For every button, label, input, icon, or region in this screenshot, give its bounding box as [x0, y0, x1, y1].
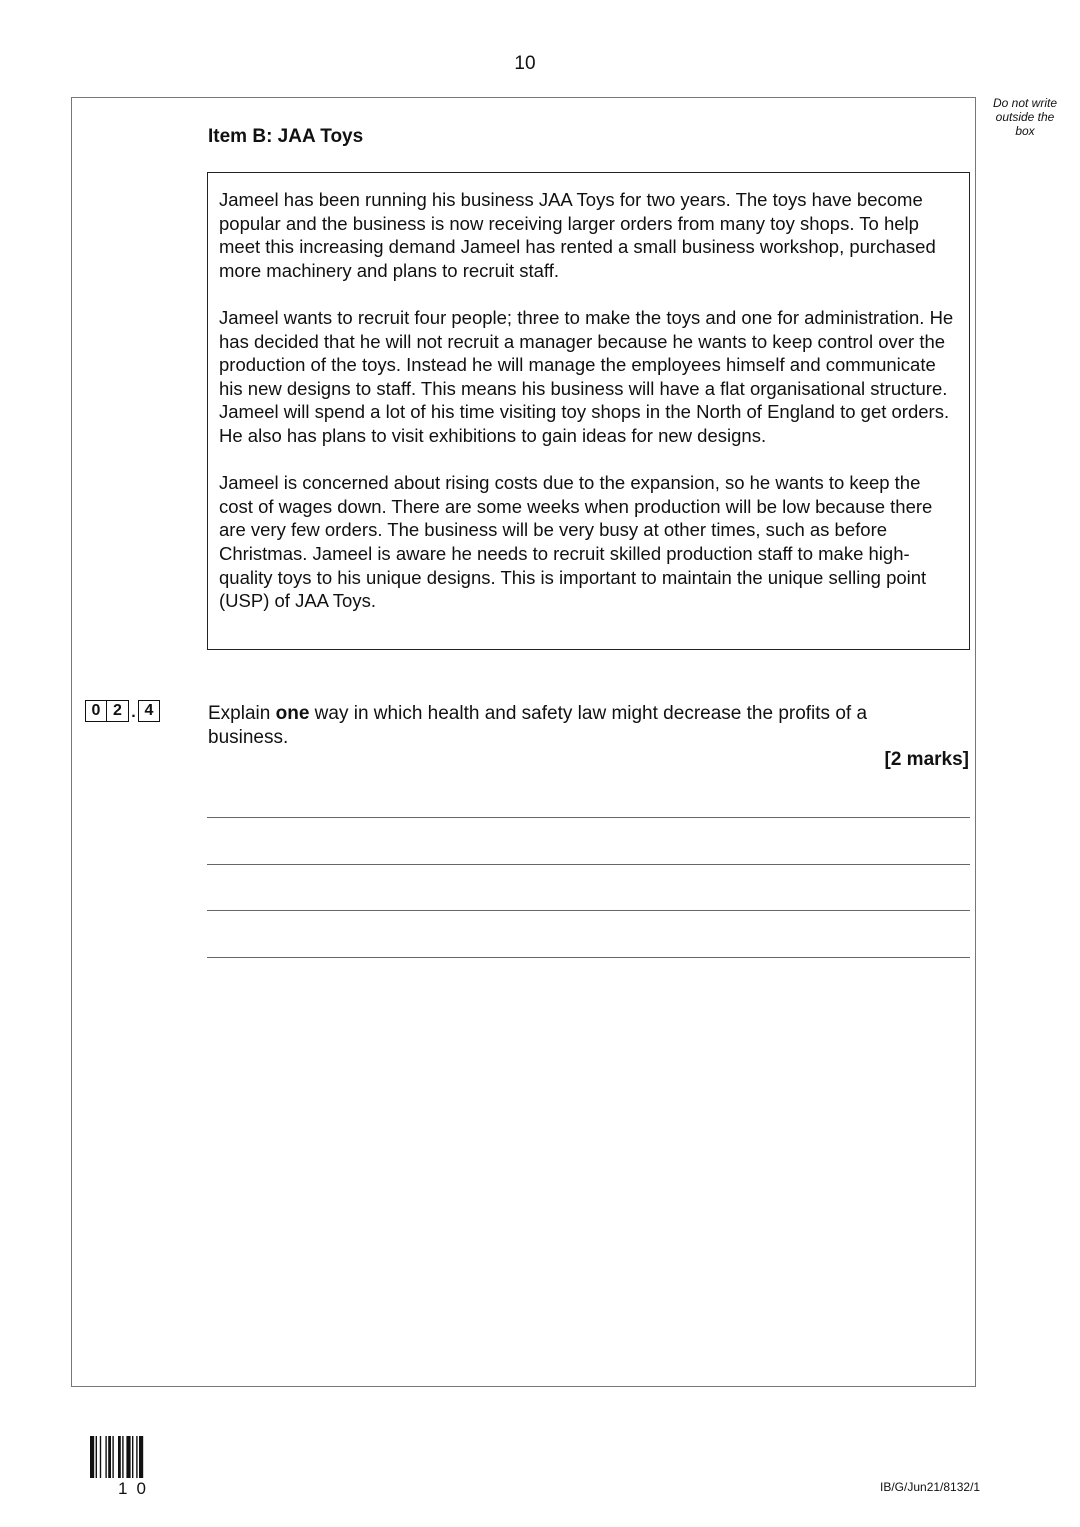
- question-number: [85, 700, 160, 722]
- answer-line[interactable]: [207, 864, 970, 865]
- marks-label: [2 marks]: [884, 749, 969, 770]
- question-text-end: way in which health and safety law might decrease the profits of a business.: [208, 703, 868, 748]
- question-separator: .: [131, 704, 136, 721]
- case-study-box: [207, 172, 970, 650]
- margin-note: Do not write outside the box: [992, 96, 1058, 138]
- question-digit: 0: [85, 700, 107, 722]
- page-number: 10: [514, 53, 536, 74]
- case-paragraph: Jameel has been running his business JAA Toys for two years. The toys have become popular and the business is now receiving larger orders from many toy shops. To help meet this increasing demand Jameel has rented a small business workshop, purchased more machinery and plans to recruit staff.: [219, 189, 936, 281]
- answer-line[interactable]: [207, 817, 970, 818]
- answer-line[interactable]: [207, 910, 970, 911]
- barcode-digits: 10: [118, 1479, 155, 1498]
- question-digit: 4: [138, 700, 160, 722]
- item-heading: Item B: JAA Toys: [208, 126, 364, 147]
- barcode-image: [90, 1436, 190, 1478]
- question-text-start: Explain: [208, 703, 276, 724]
- answer-line[interactable]: [207, 957, 970, 958]
- question-digit: 2: [107, 700, 129, 722]
- case-paragraph: Jameel wants to recruit four people; three to make the toys and one for administration. He has decided that he will not recruit a manager because he wants to keep control over the production of the toys. Instead he will manage the employees himself and communicate his new designs to staff. This means his business will have a flat organisational structure. Jameel will spend a lot of his time visiting toy shops in the North of England to get orders. He also has plans to visit exhibitions to gain ideas for new designs.: [219, 306, 954, 446]
- paper-code: IB/G/Jun21/8132/1: [880, 1480, 981, 1494]
- question-text-bold: one: [275, 703, 310, 724]
- case-paragraph: Jameel is concerned about rising costs due to the expansion, so he wants to keep the cost of wages down. There are some weeks when production will be low because there are very few orders. The business will be very busy at other times, such as before Christmas. Jameel is aware he needs to recruit skilled production staff to make high-quality toys to his unique designs. This is important to maintain the unique selling point (USP) of JAA Toys.: [219, 472, 933, 612]
- question-text: [208, 702, 948, 749]
